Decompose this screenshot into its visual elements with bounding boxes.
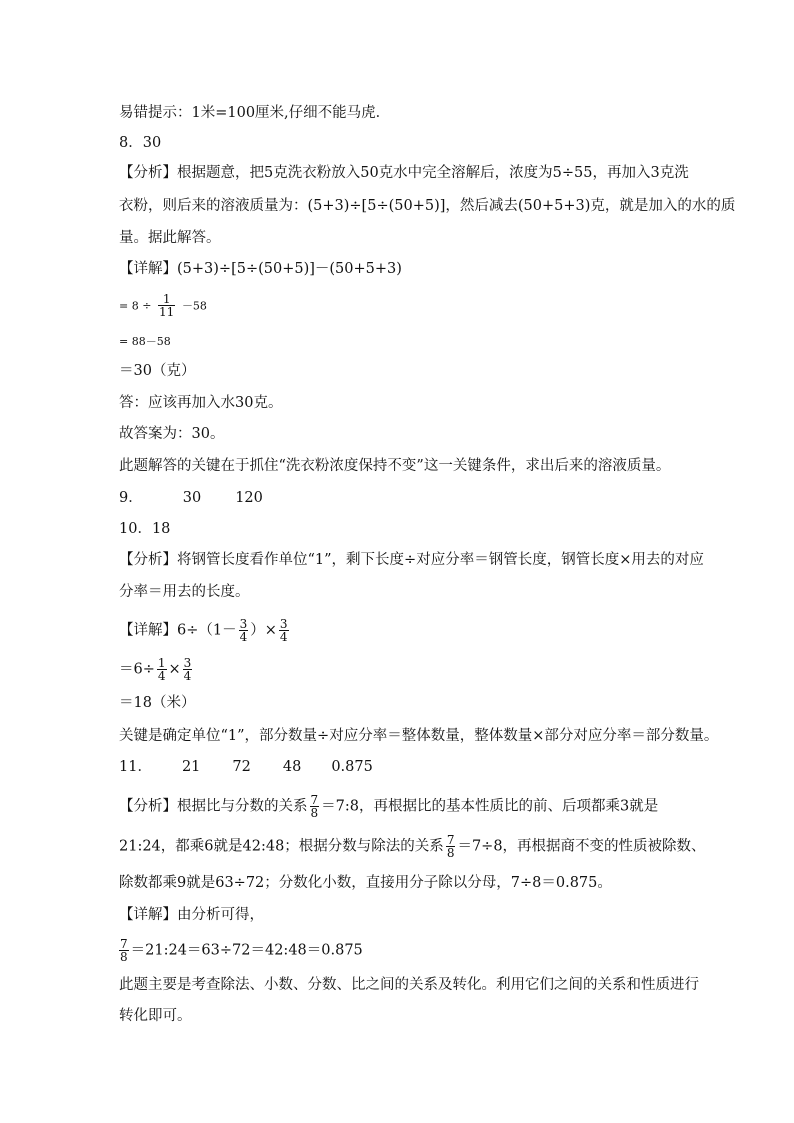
- numerator: 7: [120, 937, 128, 951]
- expr-part: －58: [181, 299, 207, 313]
- fraction-seven-eighths: [310, 794, 320, 819]
- answer-value: 30: [182, 490, 202, 506]
- expr: = 88－58: [119, 335, 171, 348]
- answer-8: 8．30: [119, 135, 162, 151]
- key-point-10: 关键是确定单位“1”，部分数量÷对应分率＝整体数量，整体数量×部分对应分率＝部分数量。: [119, 728, 719, 744]
- fraction-one-quarter: [157, 657, 167, 682]
- text-part: ＝21:24＝63÷72＝42:48＝0.875: [130, 942, 363, 959]
- detail-10-line1: [119, 618, 291, 643]
- error-tip: 易错提示：1米=100厘米,仔细不能马虎．: [119, 105, 391, 121]
- expr-part: ＝6÷: [119, 661, 155, 678]
- denominator: 8: [310, 806, 319, 820]
- fraction-seven-eighths: [446, 834, 456, 859]
- answer-value: 120: [235, 490, 263, 506]
- numerator: 3: [183, 656, 192, 670]
- numerator: 3: [279, 617, 288, 631]
- answer-value: 21: [181, 759, 201, 775]
- analysis-8-line1: 【分析】根据题意，把5克洗衣粉放入50克水中完全溶解后，浓度为5÷55，再加入3克洗: [119, 165, 689, 181]
- detail-8-line4: ＝30（克）: [119, 363, 196, 379]
- detail-10-line2: [119, 657, 194, 682]
- detail-11-line2: [119, 938, 363, 963]
- numerator: 1: [158, 293, 175, 306]
- question-number: 11．: [119, 759, 152, 775]
- detail-10-line3: ＝18（米）: [119, 695, 196, 711]
- expr-part: ）×: [250, 622, 277, 639]
- text-part: 21:24，都乘6就是42:48；根据分数与除法的关系: [119, 838, 444, 855]
- question-number: 9．: [119, 490, 143, 506]
- answer-statement-8: 答：应该再加入水30克。: [119, 395, 283, 411]
- analysis-8-line3: 量。据此解答。: [119, 230, 221, 246]
- answer-9: [119, 488, 263, 508]
- numerator: 1: [157, 656, 166, 670]
- analysis-8-line2: 衣粉，则后来的溶液质量为：(5+3)÷[5÷(50+5)]，然后减去(50+5+3)克，就是加入的水的质: [119, 198, 736, 214]
- expr-part: 【详解】6÷（1－: [119, 622, 237, 639]
- denominator: 11: [159, 305, 175, 319]
- denominator: 4: [239, 630, 248, 644]
- detail-8-line3: [119, 331, 171, 352]
- analysis-10-line2: 分率＝用去的长度。: [119, 584, 250, 600]
- analysis-11-line1: [119, 794, 658, 819]
- key-point-8: 此题解答的关键在于抓住“洗衣粉浓度保持不变”这一关键条件，求出后来的溶液质量。: [119, 458, 671, 474]
- fraction-three-quarters: [183, 657, 193, 682]
- answer-11: [119, 757, 373, 777]
- key-point-11-line1: 此题主要是考查除法、小数、分数、比之间的关系及转化。利用它们之间的关系和性质进行: [119, 977, 699, 993]
- numerator: 3: [239, 617, 248, 631]
- detail-8-line2: [119, 293, 207, 318]
- text-part: ＝7:8，再根据比的基本性质比的前、后项都乘3就是: [321, 798, 659, 815]
- analysis-11-line3: 除数都乘9就是63÷72；分数化小数，直接用分子除以分母，7÷8＝0.875。: [119, 875, 612, 891]
- denominator: 8: [120, 950, 128, 964]
- detail-11-line1: 【详解】由分析可得，: [119, 907, 264, 923]
- detail-8-line1: 【详解】(5+3)÷[5÷(50+5)]－(50+5+3): [119, 261, 402, 277]
- answer-value: 0.875: [331, 759, 373, 775]
- expr-part: = 8 ÷: [119, 299, 152, 313]
- fraction-three-quarters: [239, 618, 249, 643]
- denominator: 4: [279, 630, 288, 644]
- analysis-10-line1: 【分析】将钢管长度看作单位“1”，剩下长度÷对应分率＝钢管长度，钢管长度×用去的对应: [119, 552, 704, 568]
- text-part: 【分析】根据比与分数的关系: [119, 798, 308, 815]
- final-answer-8: 故答案为：30。: [119, 426, 225, 442]
- key-point-11-line2: 转化即可。: [119, 1008, 192, 1024]
- numerator: 7: [310, 793, 319, 807]
- denominator: 8: [446, 846, 455, 860]
- numerator: 7: [446, 833, 455, 847]
- answer-10: 10．18: [119, 521, 171, 537]
- answer-value: 72: [232, 759, 251, 775]
- analysis-11-line2: [119, 834, 706, 859]
- answer-value: 48: [282, 759, 302, 775]
- fraction-one-eleventh: [158, 293, 175, 318]
- expr-part: ×: [168, 661, 181, 678]
- denominator: 4: [157, 669, 166, 683]
- fraction-three-quarters: [279, 618, 289, 643]
- fraction-seven-eighths: [119, 938, 129, 963]
- text-part: ＝7÷8，再根据商不变的性质被除数、: [457, 838, 706, 855]
- denominator: 4: [183, 669, 192, 683]
